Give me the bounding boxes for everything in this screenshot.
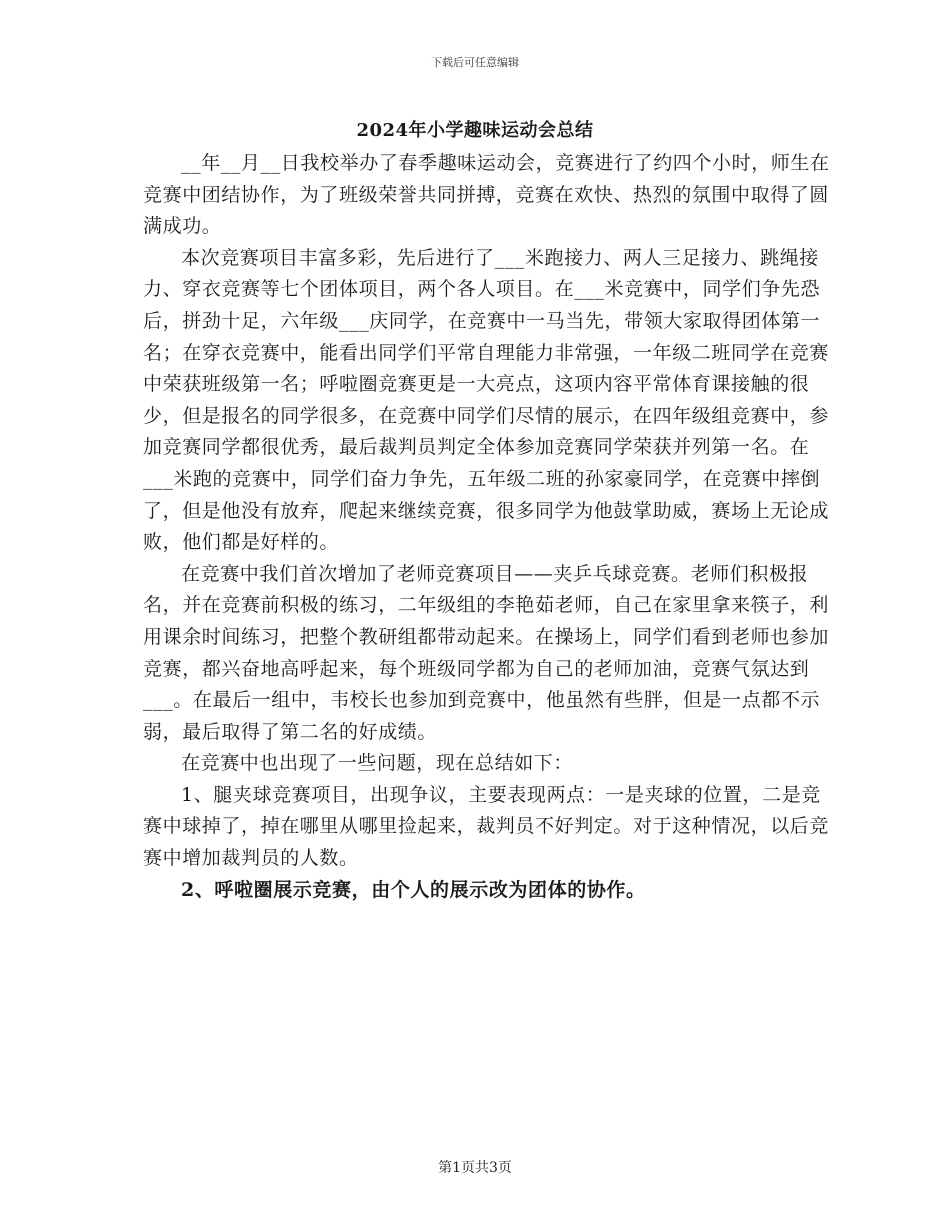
page-number: 第1页共3页 (438, 1160, 512, 1176)
paragraph-teachers: 在竞赛中我们首次增加了老师竞赛项目——夹乒乓球竞赛。老师们积极报名，并在竞赛前积极的练习，二年级组的李艳茹老师，自己在家里拿来筷子，利用课余时间练习，把整个教研组都带动起来。在操场上，同学们看到老师也参加竞赛，都兴奋地高呼起来，每个班级同学都为自己的老师加油，竞赛气氛达到___。在最后一组中，韦校长也参加到竞赛中，他虽然有些胖，但是一点都不示弱，最后取得了第二名的好成绩。 (143, 562, 830, 743)
paragraph-intro: __年__月__日我校举办了春季趣味运动会，竞赛进行了约四个小时，师生在竞赛中团结协作，为了班级荣誉共同拼搏，竞赛在欢快、热烈的氛围中取得了圆满成功。 (143, 152, 830, 238)
paragraph-issue-2: 2、呼啦圈展示竞赛，由个人的展示改为团体的协作。 (181, 878, 646, 901)
document-title: 2024年小学趣味运动会总结 (356, 120, 594, 141)
paragraph-events: 本次竞赛项目丰富多彩，先后进行了___米跑接力、两人三足接力、跳绳接力、穿衣竞赛等七个团体项目，两个各人项目。在___米竞赛中，同学们争先恐后，拼劲十足，六年级___庆同学，在竞赛中一马当先，带领大家取得团体第一名；在穿衣竞赛中，能看出同学们平常自理能力非常强，一年级二班同学在竞赛中荣获班级第一名；呼啦圈竞赛更是一大亮点，这项内容平常体育课接触的很少，但是报名的同学很多，在竞赛中同学们尽情的展示，在四年级组竞赛中，参加竞赛同学都很优秀，最后裁判员判定全体参加竞赛同学荣获并列第一名。在___米跑的竞赛中，同学们奋力争先，五年级二班的孙家豪同学，在竞赛中摔倒了，但是他没有放弃，爬起来继续竞赛，很多同学为他鼓掌助威，赛场上无论成败，他们都是好样的。 (143, 246, 830, 554)
document-body (143, 148, 833, 906)
paragraph-issue-1: 1、腿夹球竞赛项目，出现争议，主要表现两点：一是夹球的位置，二是竞赛中球掉了，掉在哪里从哪里捡起来，裁判员不好判定。对于这种情况，以后竞赛中增加裁判员的人数。 (143, 783, 830, 870)
header-note: 下载后可任意编辑 (431, 56, 519, 69)
paragraph-issues-intro: 在竞赛中也出现了一些问题，现在总结如下： (181, 752, 574, 775)
